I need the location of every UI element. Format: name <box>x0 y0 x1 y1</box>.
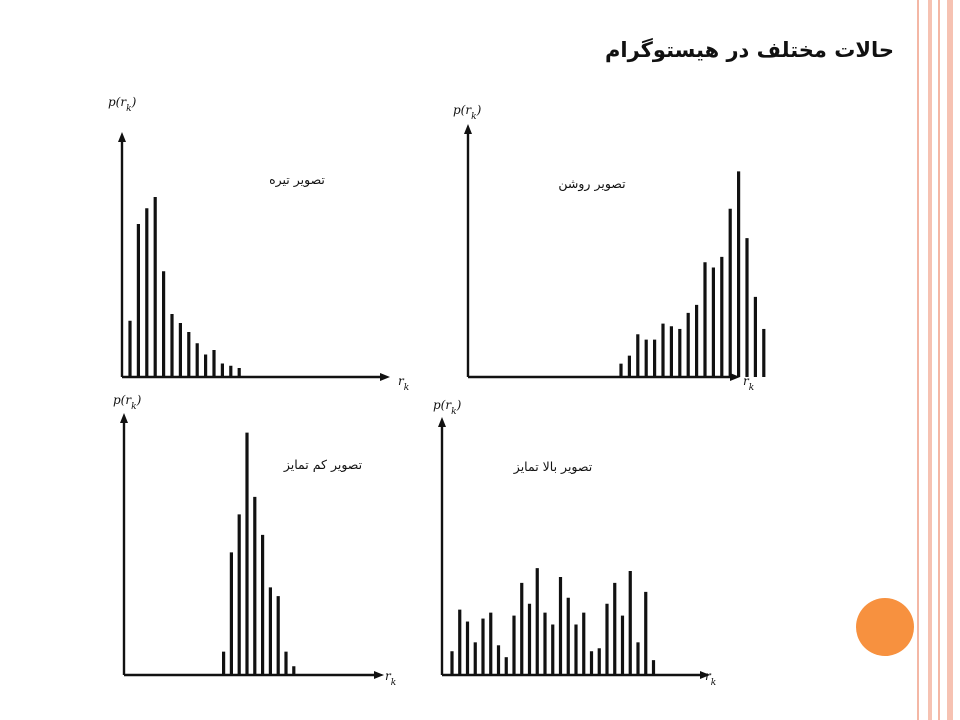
x-axis-label: $r_k$ <box>705 669 717 688</box>
x-axis-label: $r_k$ <box>743 374 755 393</box>
histogram-caption: تصویر تیره <box>269 172 325 187</box>
decorative-circle <box>856 598 914 656</box>
x-axis-label: $r_k$ <box>398 374 410 393</box>
y-axis-arrow <box>120 413 128 423</box>
y-axis-arrow <box>464 124 472 134</box>
x-axis-arrow <box>374 671 384 679</box>
y-axis-arrow <box>118 132 126 142</box>
y-axis-label: $p(r_k)$ <box>108 95 137 114</box>
histogram-caption: تصویر روشن <box>558 176 626 191</box>
y-axis-arrow <box>438 417 446 427</box>
y-axis-label: $p(r_k)$ <box>113 393 142 412</box>
slide-title: حالات مختلف در هیستوگرام <box>605 38 894 62</box>
y-axis-label: $p(r_k)$ <box>453 103 482 122</box>
y-axis-label: $p(r_k)$ <box>433 398 462 417</box>
x-axis-arrow <box>380 373 390 381</box>
histogram-caption: تصویر کم تمایز <box>283 457 363 472</box>
x-axis-label: $r_k$ <box>385 669 397 688</box>
histogram-caption: تصویر بالا تمایز <box>513 459 593 474</box>
